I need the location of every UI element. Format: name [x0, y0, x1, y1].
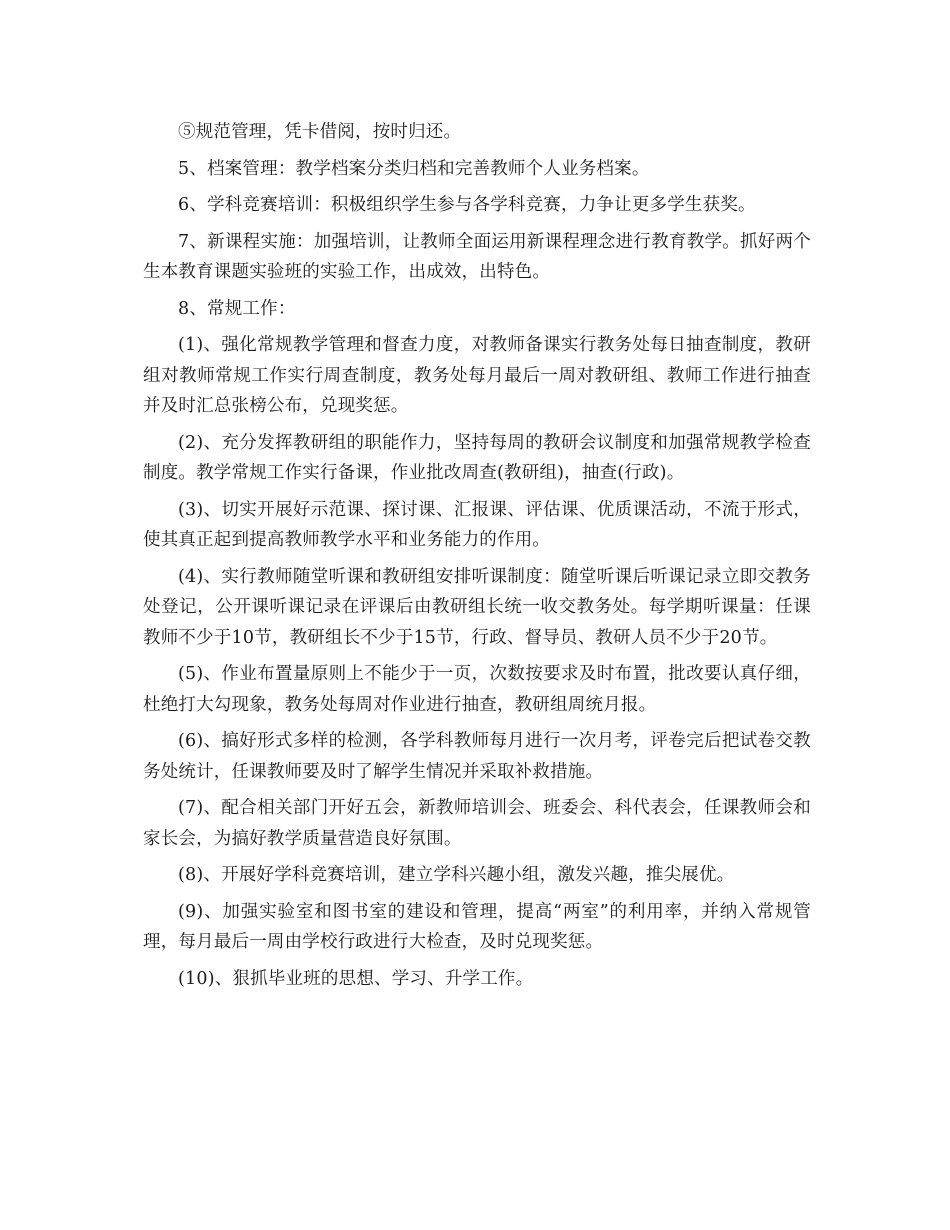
paragraph-item-9: (9)、加强实验室和图书室的建设和管理，提高“两室”的利用率，并纳入常规管理，每月最后一周由学校行政进行大检查，及时兑现奖惩。 [143, 901, 811, 952]
paragraph-routine-work-heading: 8、常规工作： [178, 298, 296, 319]
paragraph-item-5: (5)、作业布置量原则上不能少于一页，次数按要求及时布置，批改要认真仔细，杜绝打大勾现象，教务处每周对作业进行抽查，教研组周统月报。 [143, 664, 811, 715]
paragraph-item-8: (8)、开展好学科竞赛培训，建立学科兴趣小组，激发兴趣，推尖展优。 [178, 865, 735, 885]
paragraph-item-2: (2)、充分发挥教研组的职能作力，坚持每周的教研会议制度和加强常规教学检查制度。教学常规工作实行备课，作业批改周查(教研组)，抽查(行政)。 [143, 432, 811, 483]
paragraph-item-1: (1)、强化常规教学管理和督查力度，对教师备课实行教务处每日抽查制度，教研组对教师常规工作实行周查制度，教务处每月最后一周对教研组、教师工作进行抽查并及时汇总张榜公布，兑现奖惩。 [143, 335, 811, 416]
paragraph-item-4: (4)、实行教师随堂听课和教研组安排听课制度：随堂听课后听课记录立即交教务处登记，公开课听课记录在评课后由教研组长统一收交教务处。每学期听课量：任课教师不少于10节，教研组长不少于15节，行政、督导员、教研人员不少于20节。 [143, 566, 811, 648]
paragraph-item-6: (6)、搞好形式多样的检测，各学科教师每月进行一次月考，评卷完后把试卷交教务处统计，任课教师要及时了解学生情况并采取补救措施。 [143, 731, 811, 782]
document-body [143, 117, 811, 1000]
paragraph-archive-management: 5、档案管理：教学档案分类归档和完善教师个人业务档案。 [178, 158, 650, 179]
paragraph-item-10: (10)、狠抓毕业班的思想、学习、升学工作。 [178, 968, 534, 989]
paragraph-competition-training: 6、学科竞赛培训：积极组织学生参与各学科竞赛，力争让更多学生获奖。 [178, 195, 756, 215]
paragraph-new-curriculum: 7、新课程实施：加强培训，让教师全面运用新课程理念进行教育教学。抓好两个生本教育课题实验班的实验工作，出成效，出特色。 [143, 231, 811, 282]
paragraph-item-3: (3)、切实开展好示范课、探讨课、汇报课、评估课、优质课活动，不流于形式，使其真正起到提高教师教学水平和业务能力的作用。 [143, 499, 811, 550]
paragraph-item-7: (7)、配合相关部门开好五会，新教师培训会、班委会、科代表会，任课教师会和家长会，为搞好教学质量营造良好氛围。 [143, 798, 811, 849]
paragraph-library-rule: ⑤规范管理，凭卡借阅，按时归还。 [178, 122, 462, 142]
